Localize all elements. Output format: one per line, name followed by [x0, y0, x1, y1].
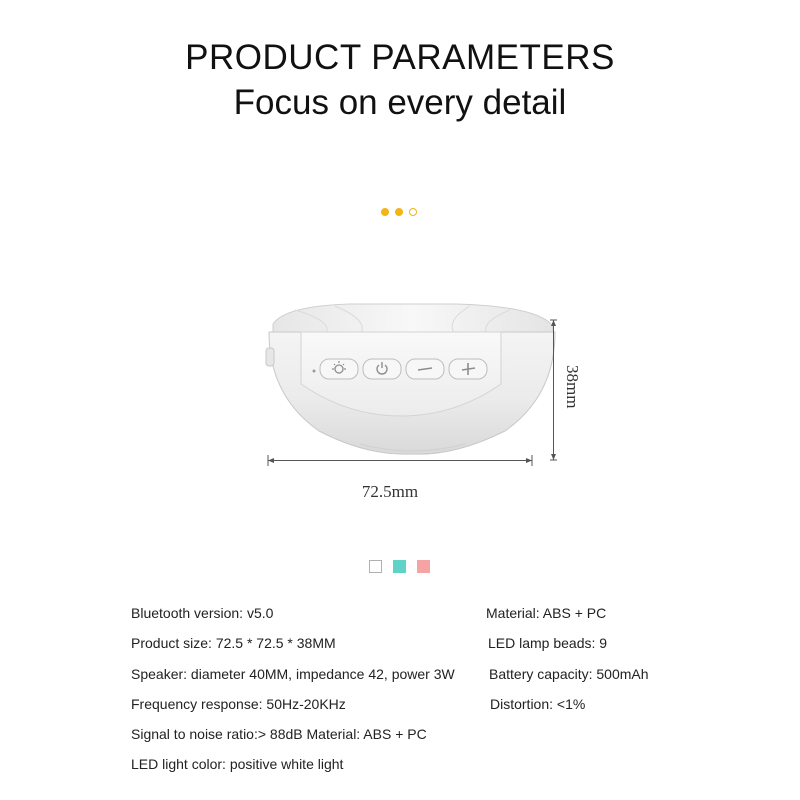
indicator-dot[interactable] [381, 208, 389, 216]
spec-distortion: Distortion: <1% [490, 696, 586, 712]
color-swatch-white[interactable] [369, 560, 382, 573]
spec-material: Material: ABS + PC [486, 605, 607, 621]
spec-led-light-color: LED light color: positive white light [131, 756, 344, 772]
color-swatch-pink[interactable] [417, 560, 430, 573]
width-dimension-line [268, 455, 532, 466]
page-title: PRODUCT PARAMETERS [185, 38, 615, 77]
spec-led-lamp-beads: LED lamp beads: 9 [488, 635, 608, 651]
volume-up-button[interactable] [449, 359, 487, 379]
page-subtitle: Focus on every detail [233, 83, 567, 122]
width-label: 72.5mm [361, 482, 419, 501]
height-label: 38mm [563, 365, 582, 409]
spec-speaker: Speaker: diameter 40MM, impedance 42, power 3W [131, 666, 455, 682]
spec-battery-capacity: Battery capacity: 500mAh [489, 666, 649, 682]
spec-product-size: Product size: 72.5 * 72.5 * 38MM [131, 635, 336, 651]
spec-bluetooth-version: Bluetooth version: v5.0 [131, 605, 274, 621]
color-swatches [369, 560, 430, 573]
indicator-dot[interactable] [395, 208, 403, 216]
spec-signal-noise-ratio: Signal to noise ratio:> 88dB Material: ABS + PC [131, 726, 427, 742]
carousel-indicator [381, 208, 417, 216]
volume-down-button[interactable] [406, 359, 444, 379]
indicator-dot-current[interactable] [409, 208, 417, 216]
light-button[interactable] [320, 359, 358, 379]
power-button[interactable] [363, 359, 401, 379]
product-illustration [255, 296, 575, 476]
spec-frequency-response: Frequency response: 50Hz-20KHz [131, 696, 346, 712]
color-swatch-teal[interactable] [393, 560, 406, 573]
